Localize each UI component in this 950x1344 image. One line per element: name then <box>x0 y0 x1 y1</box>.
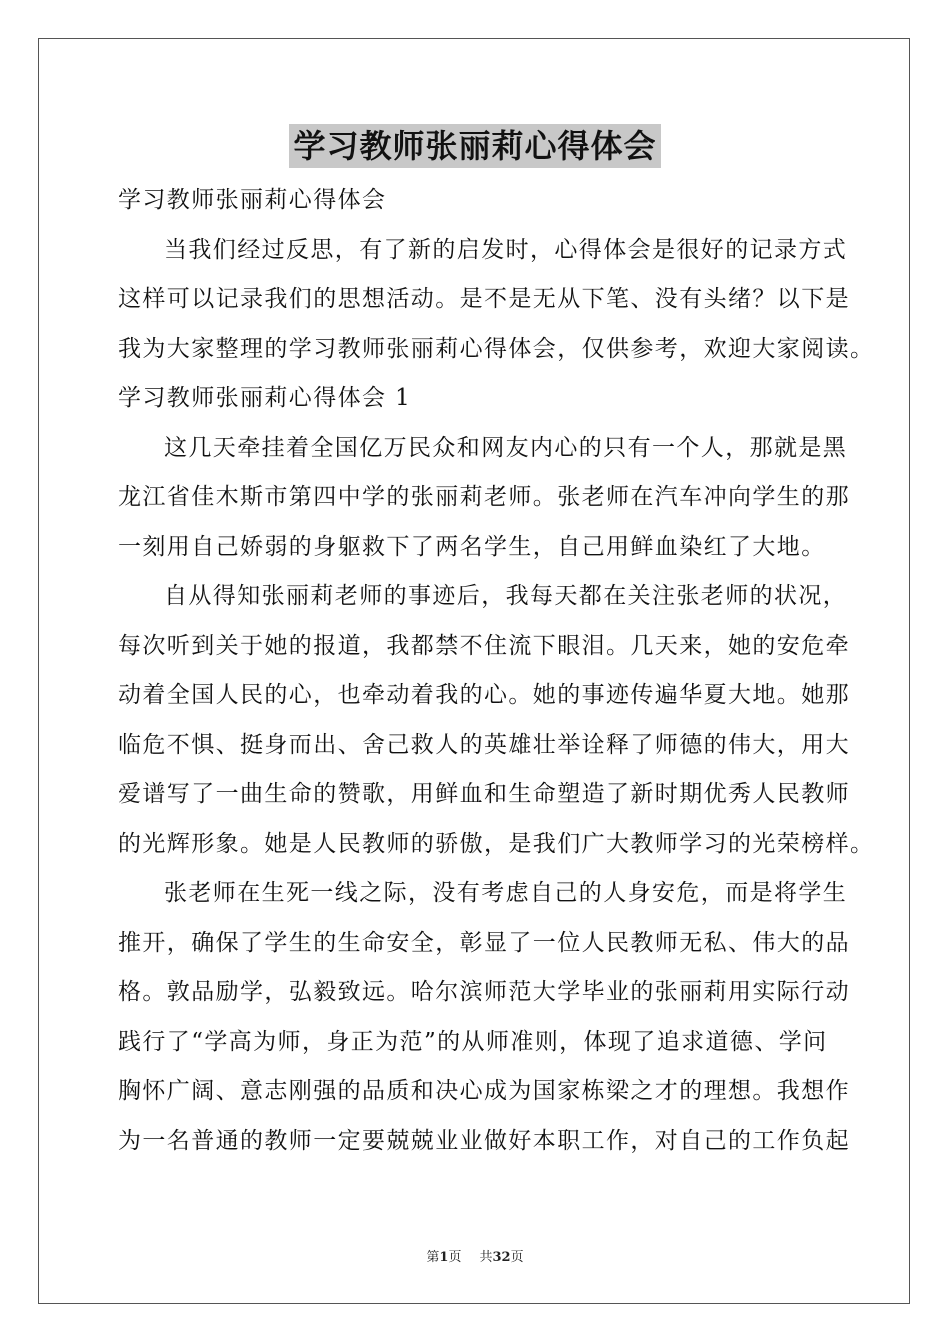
paragraph-line: 当我们经过反思，有了新的启发时，心得体会是很好的记录方式 <box>164 236 848 263</box>
paragraph-line: 爱谱写了一曲生命的赞歌，用鲜血和生命塑造了新时期优秀人民教师 <box>118 781 850 807</box>
paragraph-line: 的光辉形象。她是人民教师的骄傲，是我们广大教师学习的光荣榜样。 <box>118 830 875 857</box>
paragraph-line: 胸怀广阔、意志刚强的品质和决心成为国家栋梁之才的理想。我想作 <box>118 1078 850 1104</box>
title-container <box>0 124 950 168</box>
total-prefix: 共 <box>479 1250 493 1265</box>
paragraph-line: 践行了“学高为师，身正为范”的从师准则，体现了追求道德、学问 <box>118 1028 828 1055</box>
paragraph-line: 这样可以记录我们的思想活动。是不是无从下笔、没有头绪？以下是 <box>118 286 850 312</box>
paragraph-line: 自从得知张丽莉老师的事迹后，我每天都在关注张老师的状况， <box>164 583 848 609</box>
paragraph-line: 一刻用自己娇弱的身躯救下了两名学生，自己用鲜血染红了大地。 <box>118 533 826 560</box>
document-body <box>118 176 875 1166</box>
paragraph-line: 动着全国人民的心，也牵动着我的心。她的事迹传遍华夏大地。她那 <box>118 682 850 708</box>
page-prefix: 第 <box>426 1250 440 1265</box>
paragraph-line: 每次听到关于她的报道，我都禁不住流下眼泪。几天来，她的安危牵 <box>118 632 850 659</box>
paragraph-line: 这几天牵挂着全国亿万民众和网友内心的只有一个人，那就是黑 <box>164 434 848 461</box>
paragraph-line: 龙江省佳木斯市第四中学的张丽莉老师。张老师在汽车冲向学生的那 <box>118 484 850 510</box>
page-number: 1 <box>439 1250 449 1265</box>
total-suffix: 页 <box>510 1250 524 1265</box>
page-suffix: 页 <box>448 1250 462 1265</box>
paragraph-line: 我为大家整理的学习教师张丽莉心得体会，仅供参考，欢迎大家阅读。 <box>118 335 875 362</box>
document-title: 学习教师张丽莉心得体会 <box>289 124 660 168</box>
subtitle-line: 学习教师张丽莉心得体会 <box>118 187 387 213</box>
paragraph-line: 张老师在生死一线之际，没有考虑自己的人身安危，而是将学生 <box>164 880 848 906</box>
page-footer <box>0 1246 950 1265</box>
paragraph-line: 为一名普通的教师一定要兢兢业业做好本职工作，对自己的工作负起 <box>118 1127 850 1154</box>
paragraph-line: 临危不惧、挺身而出、舍己救人的英雄壮举诠释了师德的伟大，用大 <box>118 731 850 758</box>
paragraph-line: 格。敦品励学，弘毅致远。哈尔滨师范大学毕业的张丽莉用实际行动 <box>118 979 850 1005</box>
total-pages: 32 <box>492 1250 511 1265</box>
paragraph-line: 推开，确保了学生的生命安全，彰显了一位人民教师无私、伟大的品 <box>118 929 850 956</box>
section-heading: 学习教师张丽莉心得体会 1 <box>118 385 412 411</box>
